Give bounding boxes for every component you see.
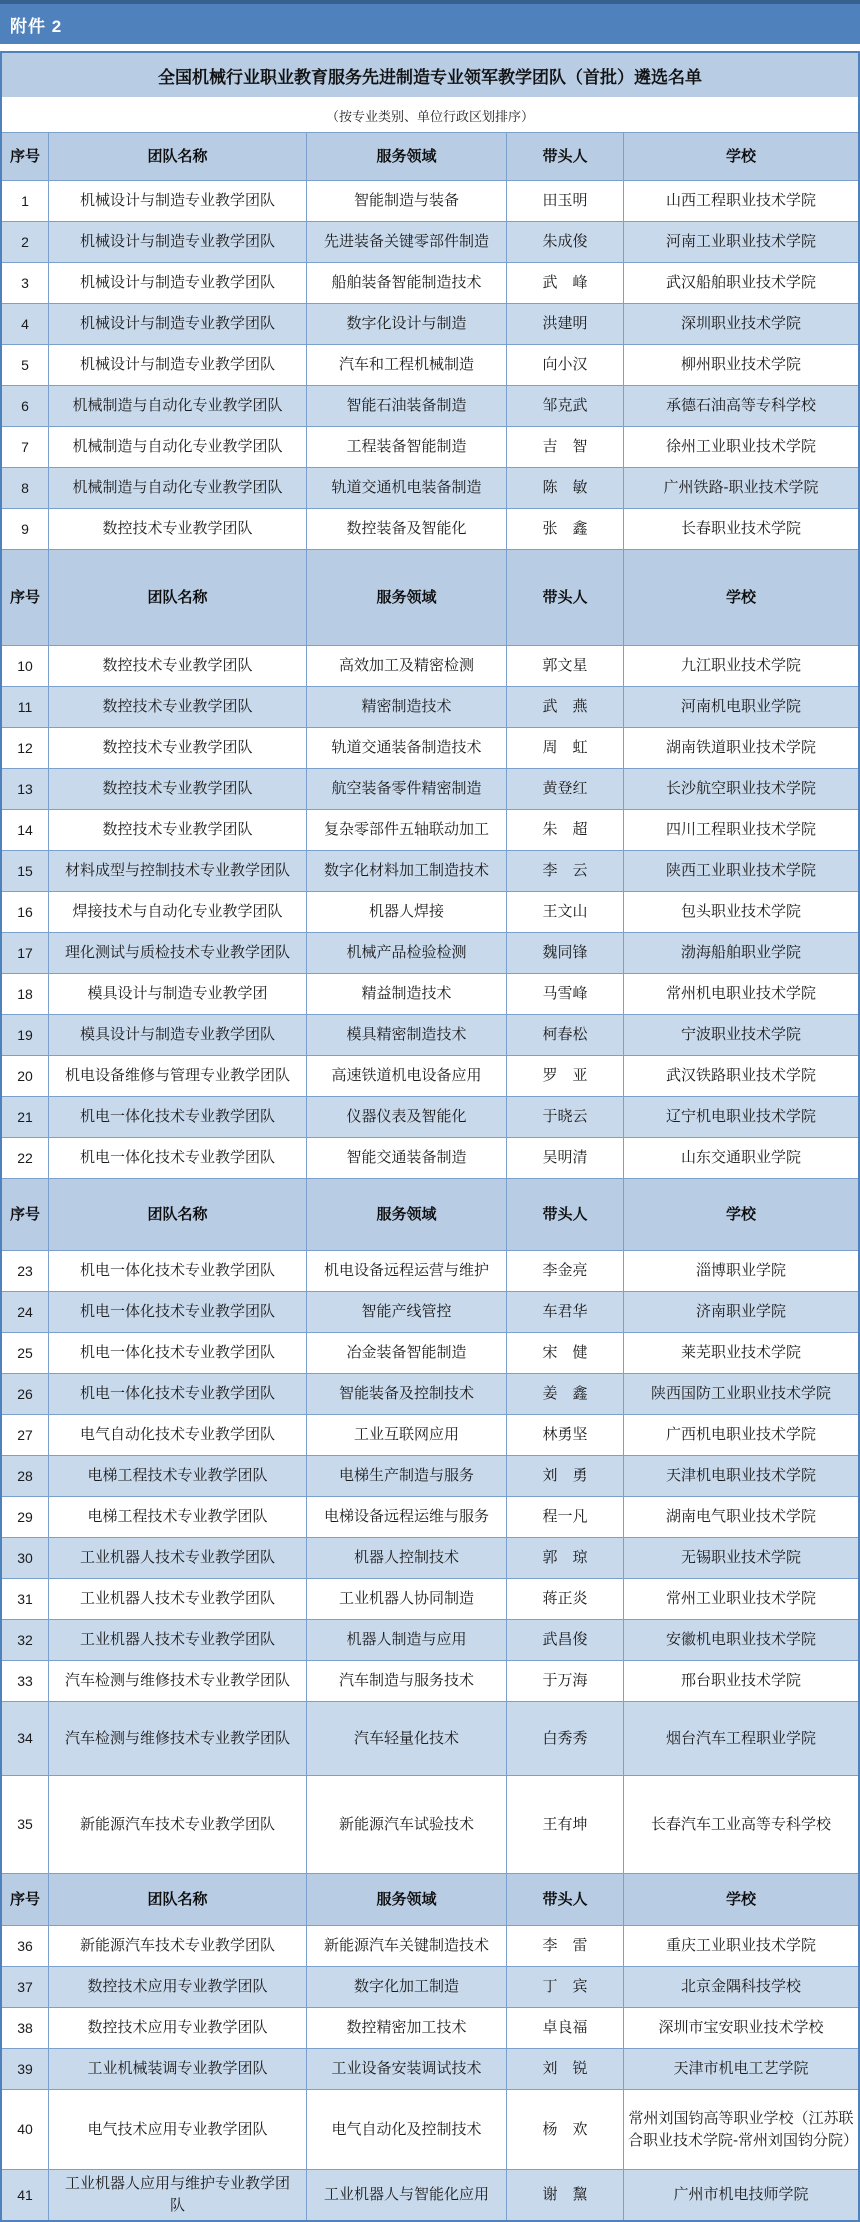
roster-table: [0, 51, 860, 2222]
cell-index: 37: [2, 1967, 49, 2007]
cell-index: 41: [2, 2170, 49, 2220]
table-row: [2, 1620, 858, 1661]
table-row: [2, 386, 858, 427]
cell-team-name: 汽车检测与维修技术专业教学团队: [49, 1661, 307, 1701]
cell-leader: 杨 欢: [507, 2090, 624, 2169]
cell-index: 32: [2, 1620, 49, 1660]
cell-index: 24: [2, 1292, 49, 1332]
col-header-index: 序号: [2, 133, 49, 180]
col-header-index: 序号: [2, 550, 49, 645]
cell-school: 邢台职业技术学院: [680, 1672, 801, 1690]
cell-team-name: 工业机器人应用与维护专业教学团队: [49, 2170, 307, 2220]
cell-index: 25: [2, 1333, 49, 1373]
cell-leader: 吴明清: [507, 1138, 624, 1178]
cell-team-name: 电气自动化技术专业教学团队: [49, 1415, 307, 1455]
cell-index: 33: [2, 1661, 49, 1701]
table-row: [2, 1138, 858, 1179]
col-header-index: 序号: [2, 1179, 49, 1250]
cell-leader: 李 雷: [507, 1926, 624, 1966]
cell-service-area: 工程装备智能制造: [307, 427, 507, 467]
table-row: [2, 181, 858, 222]
cell-service-area: 智能产线管控: [307, 1292, 507, 1332]
cell-leader: 蒋正炎: [507, 1579, 624, 1619]
cell-team-name: 机械制造与自动化专业教学团队: [49, 468, 307, 508]
cell-index: 20: [2, 1056, 49, 1096]
table-row: [2, 2049, 858, 2090]
cell-school: 常州工业职业技术学院: [665, 1590, 816, 1608]
cell-school: 常州刘国钧高等职业学校（江苏联合职业技术学院-常州刘国钧分院）: [628, 2109, 858, 2149]
cell-school: 安徽机电职业技术学院: [665, 1631, 816, 1649]
cell-team-name: 数控技术应用专业教学团队: [49, 2008, 307, 2048]
cell-service-area: 机器人制造与应用: [307, 1620, 507, 1660]
attachment-banner: [0, 0, 860, 44]
cell-team-name: 机电一体化技术专业教学团队: [49, 1333, 307, 1373]
cell-team-name: 模具设计与制造专业教学团: [49, 974, 307, 1014]
cell-school: 四川工程职业技术学院: [665, 821, 816, 839]
cell-leader: 林勇坚: [507, 1415, 624, 1455]
table-row: [2, 892, 858, 933]
table-row: [2, 1097, 858, 1138]
cell-index: 28: [2, 1456, 49, 1496]
cell-school: 广西机电职业技术学院: [665, 1426, 816, 1444]
cell-leader: 陈 敏: [507, 468, 624, 508]
cell-service-area: 电气自动化及控制技术: [307, 2090, 507, 2169]
attachment-label: 附件 2: [10, 16, 63, 36]
col-header-service-area: 服务领域: [307, 133, 507, 180]
col-header-leader: 带头人: [507, 1179, 624, 1250]
cell-index: 31: [2, 1579, 49, 1619]
cell-index: 8: [2, 468, 49, 508]
cell-index: 11: [2, 687, 49, 727]
table-row: [2, 222, 858, 263]
cell-leader: 周 虹: [507, 728, 624, 768]
cell-leader: 武昌俊: [507, 1620, 624, 1660]
table-row: [2, 345, 858, 386]
cell-index: 4: [2, 304, 49, 344]
cell-leader: 刘 勇: [507, 1456, 624, 1496]
cell-index: 18: [2, 974, 49, 1014]
table-header-row: [2, 550, 858, 646]
cell-leader: 王文山: [507, 892, 624, 932]
cell-school: 天津机电职业技术学院: [665, 1467, 816, 1485]
cell-school: 天津市机电工艺学院: [673, 2060, 809, 2078]
cell-leader: 罗 亚: [507, 1056, 624, 1096]
cell-team-name: 材料成型与控制技术专业教学团队: [49, 851, 307, 891]
cell-service-area: 汽车和工程机械制造: [307, 345, 507, 385]
cell-team-name: 数控技术专业教学团队: [49, 509, 307, 549]
cell-school: 长春汽车工业高等专科学校: [650, 1815, 831, 1833]
cell-service-area: 工业机器人协同制造: [307, 1579, 507, 1619]
cell-index: 12: [2, 728, 49, 768]
cell-service-area: 高效加工及精密检测: [307, 646, 507, 686]
cell-team-name: 工业机器人技术专业教学团队: [49, 1620, 307, 1660]
cell-school: 九江职业技术学院: [680, 657, 801, 675]
cell-service-area: 新能源汽车关键制造技术: [307, 1926, 507, 1966]
table-row: [2, 1292, 858, 1333]
col-header-leader: 带头人: [507, 550, 624, 645]
table-row: [2, 509, 858, 550]
cell-team-name: 机电一体化技术专业教学团队: [49, 1374, 307, 1414]
cell-index: 19: [2, 1015, 49, 1055]
cell-school: 广州铁路-职业技术学院: [663, 479, 819, 497]
cell-index: 5: [2, 345, 49, 385]
cell-school: 广州市机电技师学院: [673, 2185, 809, 2203]
cell-leader: 姜 鑫: [507, 1374, 624, 1414]
cell-team-name: 数控技术专业教学团队: [49, 687, 307, 727]
cell-school: 淄博职业学院: [695, 1262, 786, 1280]
col-header-team-name: 团队名称: [49, 1874, 307, 1925]
cell-service-area: 电梯生产制造与服务: [307, 1456, 507, 1496]
table-row: [2, 1776, 858, 1874]
cell-team-name: 理化测试与质检技术专业教学团队: [49, 933, 307, 973]
cell-leader: 武 燕: [507, 687, 624, 727]
cell-team-name: 机械设计与制造专业教学团队: [49, 222, 307, 262]
table-row: [2, 646, 858, 687]
cell-school: 徐州工业职业技术学院: [665, 438, 816, 456]
cell-service-area: 航空装备零件精密制造: [307, 769, 507, 809]
cell-service-area: 高速铁道机电设备应用: [307, 1056, 507, 1096]
cell-leader: 黄登红: [507, 769, 624, 809]
table-row: [2, 1497, 858, 1538]
cell-team-name: 数控技术专业教学团队: [49, 769, 307, 809]
table-row: [2, 468, 858, 509]
cell-school: 长沙航空职业技术学院: [665, 780, 816, 798]
cell-leader: 洪建明: [507, 304, 624, 344]
cell-index: 1: [2, 181, 49, 221]
cell-leader: 白秀秀: [507, 1702, 624, 1775]
cell-service-area: 冶金装备智能制造: [307, 1333, 507, 1373]
table-row: [2, 263, 858, 304]
col-header-school: 学校: [725, 1205, 756, 1223]
cell-index: 22: [2, 1138, 49, 1178]
cell-school: 重庆工业职业技术学院: [665, 1937, 816, 1955]
table-row: [2, 2008, 858, 2049]
table-row: [2, 1702, 858, 1776]
table-row: [2, 1333, 858, 1374]
cell-index: 30: [2, 1538, 49, 1578]
cell-school: 河南机电职业学院: [680, 698, 801, 716]
cell-leader: 柯春松: [507, 1015, 624, 1055]
cell-service-area: 数字化加工制造: [307, 1967, 507, 2007]
cell-index: 23: [2, 1251, 49, 1291]
table-row: [2, 1967, 858, 2008]
cell-service-area: 数字化材料加工制造技术: [307, 851, 507, 891]
cell-service-area: 新能源汽车试验技术: [307, 1776, 507, 1873]
col-header-service-area: 服务领域: [307, 550, 507, 645]
cell-school: 北京金隅科技学校: [680, 1978, 801, 1996]
cell-leader: 邹克武: [507, 386, 624, 426]
cell-service-area: 复杂零部件五轴联动加工: [307, 810, 507, 850]
table-row: [2, 1926, 858, 1967]
cell-service-area: 智能交通装备制造: [307, 1138, 507, 1178]
col-header-index: 序号: [2, 1874, 49, 1925]
cell-leader: 谢 黧: [507, 2170, 624, 2220]
table-row: [2, 1374, 858, 1415]
table-row: [2, 2090, 858, 2170]
cell-leader: 武 峰: [507, 263, 624, 303]
cell-team-name: 工业机器人技术专业教学团队: [49, 1538, 307, 1578]
cell-index: 17: [2, 933, 49, 973]
cell-school: 济南职业学院: [695, 1303, 786, 1321]
cell-index: 2: [2, 222, 49, 262]
cell-service-area: 智能制造与装备: [307, 181, 507, 221]
table-row: [2, 851, 858, 892]
cell-team-name: 机械设计与制造专业教学团队: [49, 263, 307, 303]
table-header-row: [2, 1179, 858, 1251]
cell-school: 武汉船舶职业技术学院: [665, 274, 816, 292]
col-header-school: 学校: [725, 588, 756, 606]
cell-school: 莱芜职业技术学院: [680, 1344, 801, 1362]
cell-school: 烟台汽车工程职业学院: [665, 1729, 816, 1747]
col-header-service-area: 服务领域: [307, 1179, 507, 1250]
cell-leader: 于晓云: [507, 1097, 624, 1137]
table-row: [2, 687, 858, 728]
cell-team-name: 机械制造与自动化专业教学团队: [49, 427, 307, 467]
cell-index: 34: [2, 1702, 49, 1775]
table-row: [2, 1015, 858, 1056]
cell-team-name: 工业机器人技术专业教学团队: [49, 1579, 307, 1619]
banner-gap: [0, 44, 860, 51]
col-header-leader: 带头人: [507, 1874, 624, 1925]
cell-index: 27: [2, 1415, 49, 1455]
table-row: [2, 974, 858, 1015]
cell-index: 13: [2, 769, 49, 809]
cell-school: 陕西国防工业职业技术学院: [650, 1385, 831, 1403]
cell-team-name: 机电一体化技术专业教学团队: [49, 1138, 307, 1178]
cell-team-name: 机电一体化技术专业教学团队: [49, 1097, 307, 1137]
cell-team-name: 机械设计与制造专业教学团队: [49, 181, 307, 221]
cell-team-name: 机械设计与制造专业教学团队: [49, 304, 307, 344]
table-row: [2, 427, 858, 468]
cell-service-area: 工业设备安装调试技术: [307, 2049, 507, 2089]
table-header-row: [2, 1874, 858, 1926]
cell-school: 山东交通职业学院: [680, 1149, 801, 1167]
cell-service-area: 汽车制造与服务技术: [307, 1661, 507, 1701]
cell-leader: 郭文星: [507, 646, 624, 686]
cell-index: 36: [2, 1926, 49, 1966]
cell-leader: 李 云: [507, 851, 624, 891]
table-row: [2, 304, 858, 345]
cell-team-name: 数控技术应用专业教学团队: [49, 1967, 307, 2007]
cell-school: 常州机电职业技术学院: [665, 985, 816, 1003]
cell-service-area: 机械产品检验检测: [307, 933, 507, 973]
cell-leader: 魏同锋: [507, 933, 624, 973]
col-header-team-name: 团队名称: [49, 1179, 307, 1250]
table-row: [2, 810, 858, 851]
cell-leader: 宋 健: [507, 1333, 624, 1373]
cell-school: 武汉铁路职业技术学院: [665, 1067, 816, 1085]
cell-school: 柳州职业技术学院: [680, 356, 801, 374]
cell-service-area: 机器人控制技术: [307, 1538, 507, 1578]
cell-index: 26: [2, 1374, 49, 1414]
cell-team-name: 数控技术专业教学团队: [49, 810, 307, 850]
cell-team-name: 机电一体化技术专业教学团队: [49, 1292, 307, 1332]
cell-leader: 丁 宾: [507, 1967, 624, 2007]
table-row: [2, 1538, 858, 1579]
cell-leader: 向小汉: [507, 345, 624, 385]
cell-leader: 刘 锐: [507, 2049, 624, 2089]
document-title: 全国机械行业职业教育服务先进制造专业领军教学团队（首批）遴选名单: [2, 53, 858, 99]
cell-service-area: 精密制造技术: [307, 687, 507, 727]
cell-team-name: 数控技术专业教学团队: [49, 646, 307, 686]
col-header-team-name: 团队名称: [49, 133, 307, 180]
cell-service-area: 数控精密加工技术: [307, 2008, 507, 2048]
cell-service-area: 工业互联网应用: [307, 1415, 507, 1455]
cell-index: 7: [2, 427, 49, 467]
col-header-service-area: 服务领域: [307, 1874, 507, 1925]
cell-index: 9: [2, 509, 49, 549]
cell-leader: 马雪峰: [507, 974, 624, 1014]
cell-school: 深圳市宝安职业技术学校: [658, 2019, 824, 2037]
cell-school: 包头职业技术学院: [680, 903, 801, 921]
cell-index: 40: [2, 2090, 49, 2169]
cell-index: 3: [2, 263, 49, 303]
cell-school: 辽宁机电职业技术学院: [665, 1108, 816, 1126]
cell-team-name: 工业机械装调专业教学团队: [49, 2049, 307, 2089]
cell-index: 14: [2, 810, 49, 850]
cell-service-area: 先进装备关键零部件制造: [307, 222, 507, 262]
cell-service-area: 轨道交通机电装备制造: [307, 468, 507, 508]
table-body: [2, 133, 858, 2220]
cell-leader: 卓良福: [507, 2008, 624, 2048]
cell-school: 山西工程职业技术学院: [665, 192, 816, 210]
cell-service-area: 数控装备及智能化: [307, 509, 507, 549]
cell-school: 湖南电气职业技术学院: [665, 1508, 816, 1526]
col-header-school: 学校: [725, 1890, 756, 1908]
table-row: [2, 728, 858, 769]
table-row: [2, 1415, 858, 1456]
cell-team-name: 模具设计与制造专业教学团队: [49, 1015, 307, 1055]
cell-service-area: 船舶装备智能制造技术: [307, 263, 507, 303]
cell-school: 承德石油高等专科学校: [665, 397, 816, 415]
table-row: [2, 933, 858, 974]
cell-school: 长春职业技术学院: [680, 520, 801, 538]
cell-leader: 吉 智: [507, 427, 624, 467]
table-row: [2, 2170, 858, 2220]
cell-service-area: 数字化设计与制造: [307, 304, 507, 344]
table-row: [2, 1579, 858, 1620]
cell-team-name: 电梯工程技术专业教学团队: [49, 1456, 307, 1496]
cell-index: 29: [2, 1497, 49, 1537]
cell-leader: 郭 琼: [507, 1538, 624, 1578]
cell-leader: 田玉明: [507, 181, 624, 221]
cell-service-area: 仪器仪表及智能化: [307, 1097, 507, 1137]
cell-index: 15: [2, 851, 49, 891]
sort-note: （按专业类别、单位行政区划排序）: [2, 99, 858, 133]
cell-leader: 张 鑫: [507, 509, 624, 549]
cell-leader: 朱 超: [507, 810, 624, 850]
cell-team-name: 电梯工程技术专业教学团队: [49, 1497, 307, 1537]
table-row: [2, 769, 858, 810]
cell-index: 39: [2, 2049, 49, 2089]
cell-team-name: 数控技术专业教学团队: [49, 728, 307, 768]
cell-service-area: 模具精密制造技术: [307, 1015, 507, 1055]
cell-index: 38: [2, 2008, 49, 2048]
cell-leader: 车君华: [507, 1292, 624, 1332]
cell-team-name: 新能源汽车技术专业教学团队: [49, 1926, 307, 1966]
table-header-row: [2, 133, 858, 181]
table-row: [2, 1251, 858, 1292]
cell-service-area: 机器人焊接: [307, 892, 507, 932]
cell-service-area: 精益制造技术: [307, 974, 507, 1014]
cell-team-name: 机电一体化技术专业教学团队: [49, 1251, 307, 1291]
cell-school: 河南工业职业技术学院: [665, 233, 816, 251]
cell-service-area: 电梯设备远程运维与服务: [307, 1497, 507, 1537]
cell-index: 16: [2, 892, 49, 932]
cell-school: 无锡职业技术学院: [680, 1549, 801, 1567]
cell-team-name: 新能源汽车技术专业教学团队: [49, 1776, 307, 1873]
cell-service-area: 智能装备及控制技术: [307, 1374, 507, 1414]
table-row: [2, 1661, 858, 1702]
cell-team-name: 机械制造与自动化专业教学团队: [49, 386, 307, 426]
cell-leader: 李金亮: [507, 1251, 624, 1291]
col-header-school: 学校: [725, 147, 756, 165]
cell-team-name: 电气技术应用专业教学团队: [49, 2090, 307, 2169]
cell-team-name: 焊接技术与自动化专业教学团队: [49, 892, 307, 932]
cell-school: 陕西工业职业技术学院: [665, 862, 816, 880]
col-header-leader: 带头人: [507, 133, 624, 180]
cell-index: 35: [2, 1776, 49, 1873]
cell-school: 深圳职业技术学院: [680, 315, 801, 333]
cell-service-area: 智能石油装备制造: [307, 386, 507, 426]
table-row: [2, 1456, 858, 1497]
cell-service-area: 工业机器人与智能化应用: [307, 2170, 507, 2220]
cell-team-name: 机械设计与制造专业教学团队: [49, 345, 307, 385]
cell-team-name: 机电设备维修与管理专业教学团队: [49, 1056, 307, 1096]
cell-leader: 朱成俊: [507, 222, 624, 262]
cell-service-area: 机电设备远程运营与维护: [307, 1251, 507, 1291]
cell-leader: 于万海: [507, 1661, 624, 1701]
cell-leader: 王有坤: [507, 1776, 624, 1873]
cell-school: 湖南铁道职业技术学院: [665, 739, 816, 757]
col-header-team-name: 团队名称: [49, 550, 307, 645]
cell-team-name: 汽车检测与维修技术专业教学团队: [49, 1702, 307, 1775]
table-row: [2, 1056, 858, 1097]
cell-index: 10: [2, 646, 49, 686]
cell-school: 渤海船舶职业学院: [680, 944, 801, 962]
cell-index: 21: [2, 1097, 49, 1137]
cell-index: 6: [2, 386, 49, 426]
cell-leader: 程一凡: [507, 1497, 624, 1537]
cell-service-area: 汽车轻量化技术: [307, 1702, 507, 1775]
cell-service-area: 轨道交通装备制造技术: [307, 728, 507, 768]
cell-school: 宁波职业技术学院: [680, 1026, 801, 1044]
